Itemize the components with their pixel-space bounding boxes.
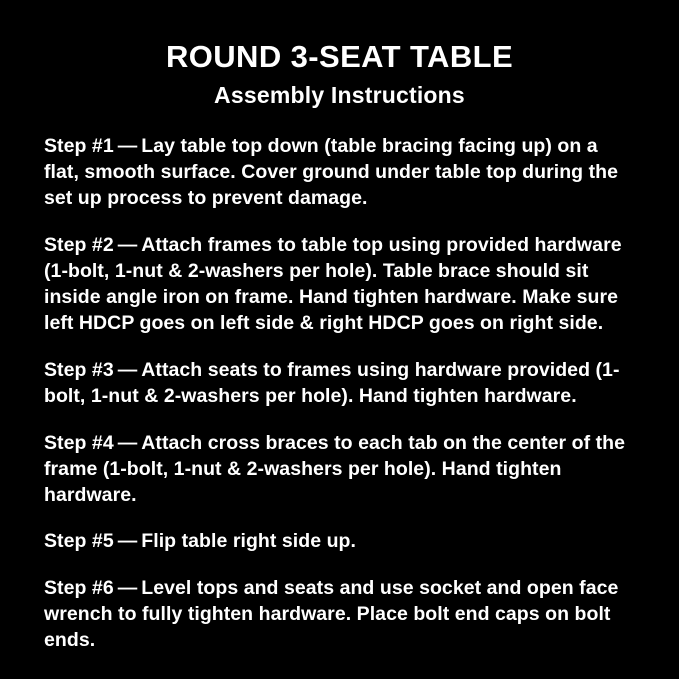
step-item	[44, 529, 635, 555]
step-text: Lay table top down (table bracing facing up) on a flat, smooth surface. Cover ground under table top during the set up process to prevent damage.	[44, 135, 618, 210]
step-label: Step #2	[44, 234, 114, 257]
step-dash: —	[117, 234, 138, 257]
step-text: Attach seats to frames using hardware provided (1-bolt, 1-nut & 2-washers per hole). Hand tighten hardware.	[44, 358, 620, 407]
step-label: Step #4	[44, 431, 114, 454]
step-dash: —	[117, 431, 138, 454]
step-dash: —	[117, 135, 138, 158]
step-text: Level tops and seats and use socket and open face wrench to fully tighten hardware. Place bolt end caps on bolt ends.	[44, 577, 619, 652]
step-text: Attach cross braces to each tab on the center of the frame (1-bolt, 1-nut & 2-washers per hole). Hand tighten hardware.	[44, 431, 626, 506]
steps-list	[44, 134, 635, 654]
step-dash: —	[117, 358, 138, 381]
page-subtitle: Assembly Instructions	[214, 82, 465, 109]
page-title: ROUND 3-SEAT TABLE	[165, 39, 514, 74]
step-item	[44, 576, 635, 654]
step-item	[44, 134, 635, 212]
step-item	[44, 431, 635, 509]
step-label: Step #1	[44, 135, 114, 158]
step-dash: —	[117, 577, 138, 600]
step-item	[44, 358, 635, 410]
step-dash: —	[117, 530, 138, 553]
step-label: Step #5	[44, 530, 114, 553]
step-item	[44, 233, 635, 337]
step-label: Step #6	[44, 577, 114, 600]
step-text: Attach frames to table top using provided hardware (1-bolt, 1-nut & 2-washers per hole). Table brace should sit inside angle iron on frame. Hand tighten hardware. Make sure left HDCP goes on left side & right HDCP goes on right side.	[44, 234, 622, 334]
step-text: Flip table right side up.	[141, 530, 356, 553]
step-label: Step #3	[44, 358, 114, 381]
